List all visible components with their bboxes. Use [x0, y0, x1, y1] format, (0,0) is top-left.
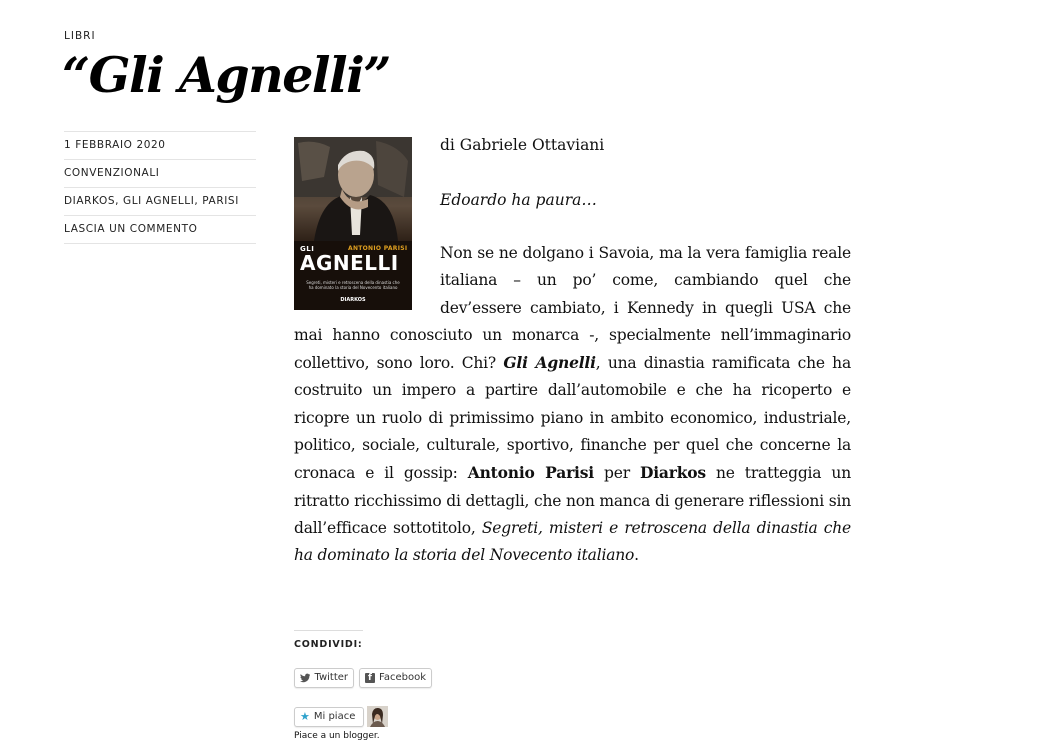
body-text-1: Non se ne dolgano i Savoia, ma la vera famiglia reale italiana – un po’ come, cambiando quel che dev’essere cambiato, i Kennedy in quegli USA che mai hanno conosciuto un monarca -, specialmente nell’immaginario collettivo, sono loro. Chi?: [294, 244, 851, 373]
twitter-icon: [300, 673, 310, 683]
post-body: [294, 240, 851, 570]
book-publisher: Diarkos: [639, 463, 706, 483]
blogger-avatar[interactable]: [367, 706, 388, 727]
post-category[interactable]: LIBRI: [64, 30, 96, 42]
facebook-icon: f: [365, 673, 375, 683]
twitter-share-button[interactable]: [294, 668, 354, 688]
book-author: Antonio Parisi: [467, 463, 594, 483]
facebook-share-button[interactable]: [359, 668, 432, 688]
leave-comment-link[interactable]: LASCIA UN COMMENTO: [64, 215, 256, 244]
float-spacer: [294, 240, 440, 320]
book-title: Gli Agnelli: [503, 353, 596, 373]
avatar-image: [367, 706, 388, 727]
share-label: CONDIVIDI:: [294, 630, 363, 650]
facebook-label: Facebook: [379, 672, 426, 683]
post-tags-links[interactable]: DIARKOS, GLI AGNELLI, PARISI: [64, 187, 256, 215]
body-text-5: .: [634, 546, 639, 565]
cover-subtitle: Segreti, misteri e retroscena della dinastia che ha dominato la storia del Novecento italiano: [306, 280, 400, 291]
post-lede: Edoardo ha paura…: [440, 191, 597, 209]
post-category-link[interactable]: CONVENZIONALI: [64, 159, 256, 187]
body-text-2: , una dinastia ramificata che ha costruito un impero a partire dall’automobile e che ha ricoperto e ricopre un ruolo di primissimo piano in ambito economico, industriale, politico, sociale, culturale, sportivo, finanche per quel che concerne la cronaca e il gossip:: [294, 354, 851, 483]
post-date-link[interactable]: 1 FEBBRAIO 2020: [64, 131, 256, 159]
likes-count-text: Piace a un blogger.: [294, 731, 380, 741]
post-title: “Gli Agnelli”: [62, 46, 390, 104]
twitter-label: Twitter: [314, 672, 348, 683]
cover-publisher: DIARKOS: [340, 297, 366, 303]
star-icon: ★: [300, 710, 310, 723]
like-button[interactable]: [294, 707, 364, 727]
post-byline: di Gabriele Ottaviani: [440, 136, 605, 154]
post-meta: [64, 131, 256, 244]
like-label: Mi piace: [313, 711, 356, 722]
body-text-4: ne tratteggia un ritratto ricchissimo di dettagli, che non manca di generare riflessioni sin dall’efficace sottotitolo,: [294, 464, 851, 537]
cover-author: ANTONIO PARISI: [348, 245, 408, 252]
cover-title: AGNELLI: [300, 251, 399, 275]
book-subtitle: Segreti, misteri e retroscena della dinastia che ha dominato la storia del Novecento italiano: [294, 518, 851, 565]
cover-title-small: GLI: [300, 245, 315, 253]
body-text-3: per: [593, 464, 640, 483]
